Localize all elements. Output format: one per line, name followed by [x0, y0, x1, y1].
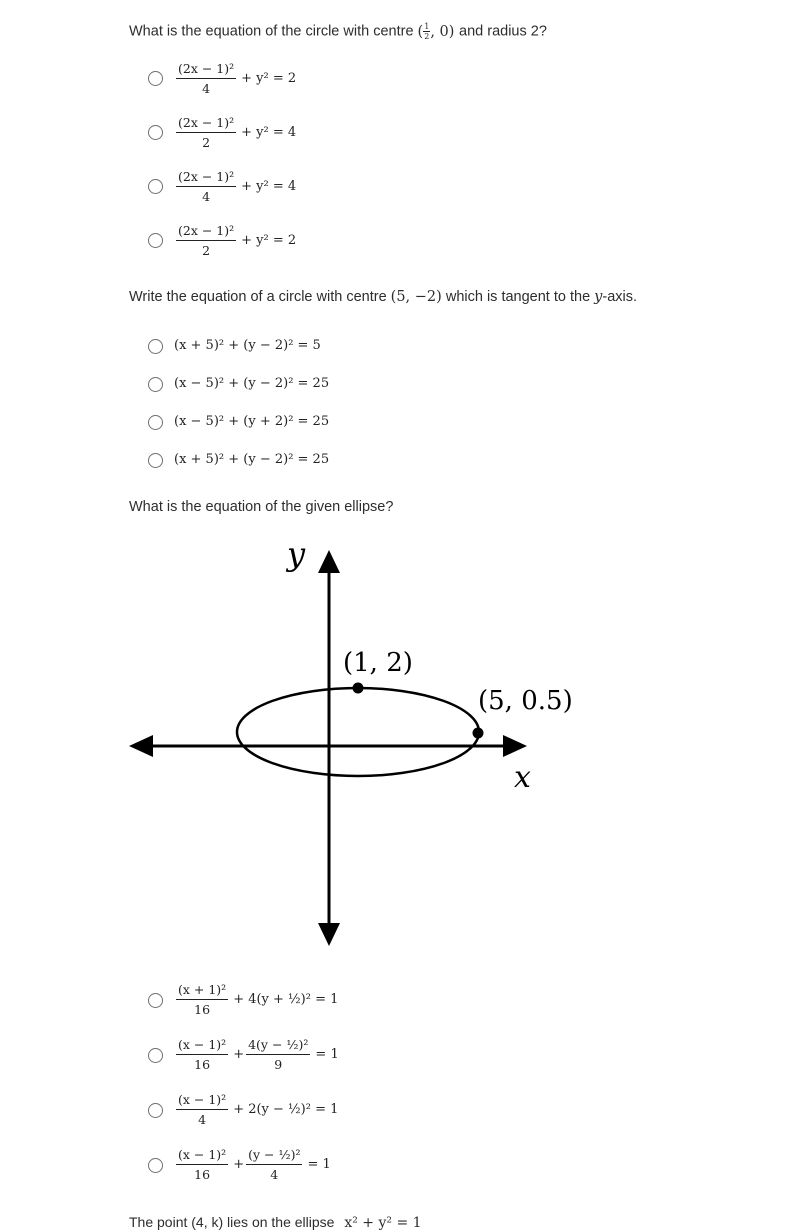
- question-2-text-before: Write the equation of a circle with centre: [129, 289, 387, 305]
- fraction-numerator: (2x − 1)²: [176, 61, 236, 79]
- question-1-text-after: and radius 2?: [459, 23, 547, 40]
- option-math: [174, 169, 296, 204]
- fraction-numerator: (x − 1)²: [176, 1147, 228, 1165]
- fraction-denominator: 2: [202, 135, 211, 150]
- q2-option-1[interactable]: [148, 337, 508, 361]
- option-math: [174, 61, 296, 96]
- equation-rest: + y² = 2: [241, 233, 297, 248]
- question-2-axis-var: y: [594, 289, 603, 305]
- fraction-numerator: (x + 1)²: [176, 982, 228, 1000]
- y-axis-label: y: [287, 535, 306, 573]
- q1-option-2[interactable]: [148, 113, 508, 157]
- fraction-denominator: 16: [194, 1002, 211, 1017]
- question-1-text-before: What is the equation of the circle with centre: [129, 23, 414, 40]
- q3-option-1[interactable]: [148, 978, 508, 1022]
- equation: (x + 5)² + (y − 2)² = 5: [174, 338, 321, 353]
- x-axis-right-arrow: [503, 735, 527, 757]
- equation-rest: + y² = 4: [241, 179, 297, 194]
- radio-button[interactable]: [148, 339, 163, 354]
- q3-option-3[interactable]: [148, 1088, 508, 1132]
- option-math: [174, 414, 329, 429]
- fraction-numerator: (x − 1)²: [176, 1037, 228, 1055]
- option-math: [174, 223, 296, 258]
- point-top-marker: [353, 683, 364, 694]
- fraction-numerator: 4(y − ½)²: [246, 1037, 310, 1055]
- x-axis-left-arrow: [129, 735, 153, 757]
- q1-option-1[interactable]: [148, 59, 508, 103]
- q3-option-2[interactable]: [148, 1033, 508, 1077]
- question-4-text: [129, 1214, 422, 1231]
- option-math: [174, 115, 296, 150]
- equation: (x + 5)² + (y − 2)² = 25: [174, 452, 330, 467]
- fraction-numerator: (x − 1)²: [176, 1092, 228, 1110]
- fraction-numerator: (2x − 1)²: [176, 115, 236, 133]
- centre-fraction-denominator: 2: [424, 32, 430, 41]
- q1-option-3[interactable]: [148, 167, 508, 211]
- fraction-denominator: 9: [274, 1057, 283, 1072]
- option-math: [174, 452, 329, 467]
- question-4-text-partial: The point (4, k) lies on the ellipse: [129, 1214, 335, 1230]
- question-2-text-mid: which is tangent to the: [445, 289, 591, 305]
- ellipse-graph: [129, 530, 589, 950]
- fraction-numerator: (y − ½)²: [246, 1147, 302, 1165]
- q2-option-3[interactable]: [148, 413, 508, 437]
- centre-fraction-numerator: 1: [424, 22, 430, 31]
- option-math: [174, 1037, 339, 1072]
- question-2-centre: (5, −2): [390, 289, 442, 305]
- radio-button[interactable]: [148, 377, 163, 392]
- equation: (x − 5)² + (y − 2)² = 25: [174, 376, 330, 391]
- fraction-denominator: 2: [202, 243, 211, 258]
- question-1-centre: [418, 24, 459, 40]
- fraction-denominator: 4: [198, 1112, 207, 1127]
- fraction-denominator: 16: [194, 1057, 211, 1072]
- radio-button[interactable]: [148, 415, 163, 430]
- option-math: [174, 1092, 338, 1127]
- equation-rest: = 1: [307, 1157, 331, 1172]
- question-2-text: [129, 289, 637, 305]
- fraction-denominator: 4: [202, 189, 211, 204]
- q1-option-4[interactable]: [148, 221, 508, 265]
- equation: (x − 5)² + (y + 2)² = 25: [174, 414, 330, 429]
- question-4-equation: x² + y² = 1: [344, 1215, 422, 1231]
- equation-rest: = 1: [315, 1047, 339, 1062]
- fraction-numerator: (2x − 1)²: [176, 169, 236, 187]
- point-right-label: (5, 0.5): [478, 686, 573, 716]
- radio-button[interactable]: [148, 1158, 163, 1173]
- radio-button[interactable]: [148, 1048, 163, 1063]
- centre-rest: , 0): [430, 23, 455, 40]
- point-top-label: (1, 2): [343, 648, 413, 678]
- y-axis-up-arrow: [318, 550, 340, 573]
- equation-rest: + y² = 2: [241, 71, 297, 86]
- radio-button[interactable]: [148, 125, 163, 140]
- radio-button[interactable]: [148, 1103, 163, 1118]
- question-3-text: What is the equation of the given ellipse?: [129, 499, 394, 515]
- plus-sign: +: [233, 1047, 245, 1062]
- plus-sign: +: [233, 1157, 245, 1172]
- option-math: [174, 338, 321, 353]
- equation-rest: + 4(y + ½)² = 1: [233, 992, 339, 1007]
- option-math: [174, 982, 338, 1017]
- q2-option-2[interactable]: [148, 375, 508, 399]
- option-math: [174, 376, 329, 391]
- option-math: [174, 1147, 331, 1182]
- equation-rest: + 2(y − ½)² = 1: [233, 1102, 339, 1117]
- ellipse-curve: [237, 688, 479, 776]
- question-1-text: [129, 22, 547, 41]
- radio-button[interactable]: [148, 453, 163, 468]
- equation-rest: + y² = 4: [241, 125, 297, 140]
- x-axis-label: x: [514, 760, 531, 795]
- radio-button[interactable]: [148, 233, 163, 248]
- radio-button[interactable]: [148, 993, 163, 1008]
- fraction-denominator: 4: [270, 1167, 279, 1182]
- fraction-numerator: (2x − 1)²: [176, 223, 236, 241]
- centre-open-paren: (: [417, 23, 424, 40]
- fraction-denominator: 4: [202, 81, 211, 96]
- y-axis-down-arrow: [318, 923, 340, 946]
- q3-option-4[interactable]: [148, 1143, 508, 1187]
- fraction-denominator: 16: [194, 1167, 211, 1182]
- q2-option-4[interactable]: [148, 451, 508, 475]
- radio-button[interactable]: [148, 71, 163, 86]
- question-2-text-after: -axis.: [602, 289, 638, 305]
- point-right-marker: [473, 728, 484, 739]
- radio-button[interactable]: [148, 179, 163, 194]
